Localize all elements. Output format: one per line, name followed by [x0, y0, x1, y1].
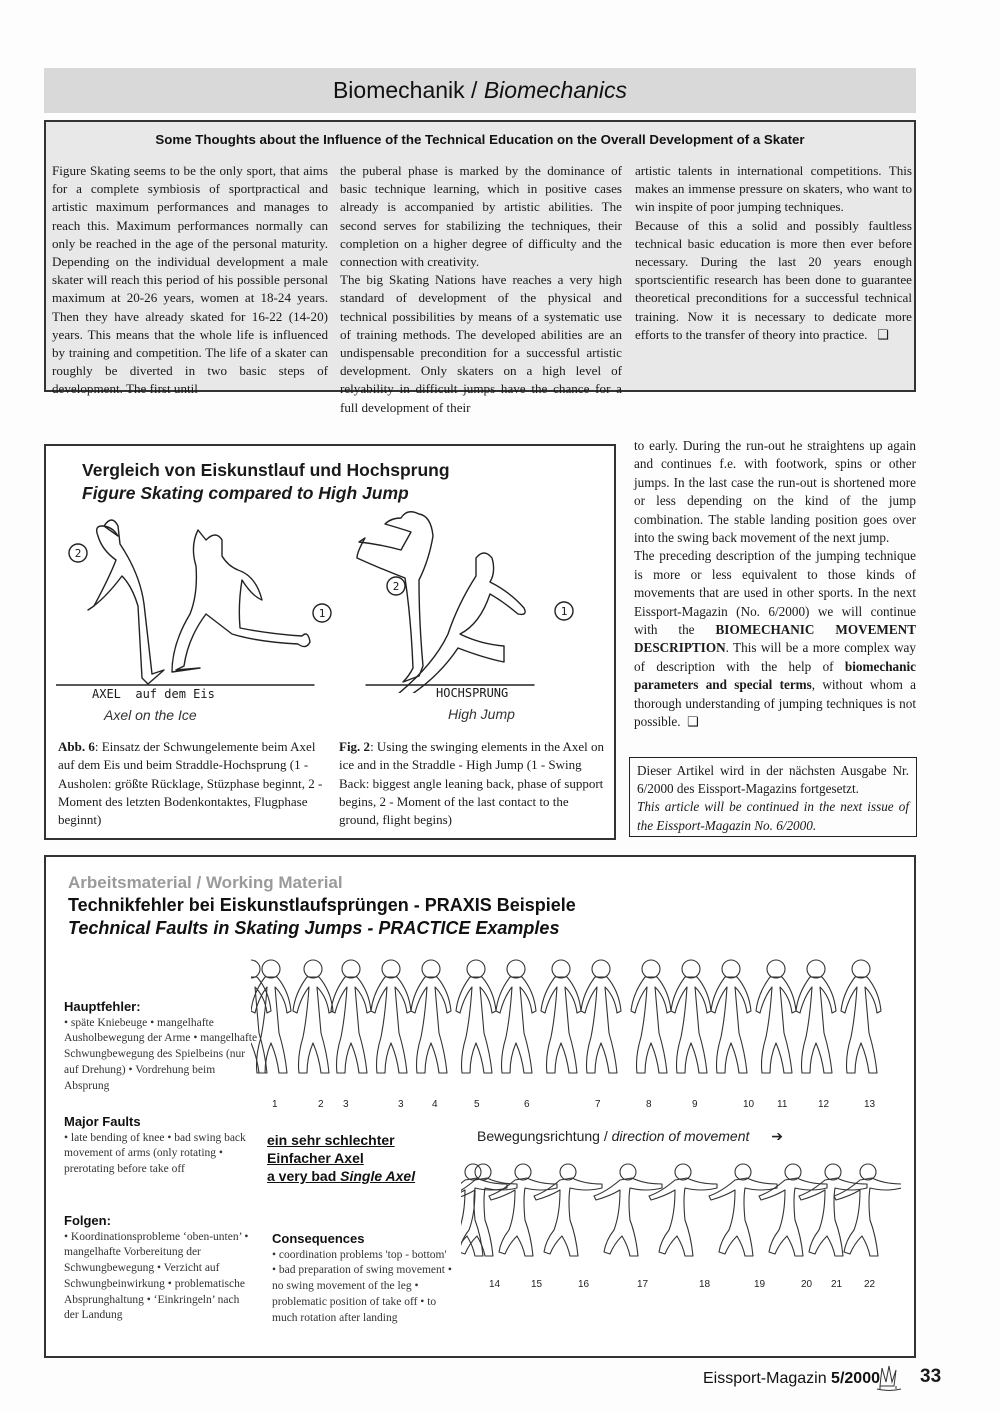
- article-column-2: [340, 162, 622, 417]
- frame-number: 12: [818, 1099, 830, 1110]
- working-material-title-en: Technical Faults in Skating Jumps - PRACTICE Examples: [68, 918, 560, 938]
- consequences-text: • coordination problems 'top - bottom' • bad preparation of swing movement • no swing movement of the leg • problematic position of take off • to much rotation after landing: [272, 1248, 452, 1324]
- caption-label: Abb. 6: [58, 739, 95, 754]
- note-de: Dieser Artikel wird in der nächsten Ausgabe Nr. 6/2000 des Eissport-Magazins fortgesetzt.: [637, 763, 909, 797]
- article-paragraph: artistic talents in international competitions. This makes an immense pressure on skaters, who want to win inspite of poor jumping techniques.: [635, 163, 912, 215]
- frame-number: 17: [637, 1279, 649, 1290]
- bad-single-axel-label: [267, 1131, 415, 1185]
- frame-number: 18: [699, 1279, 711, 1290]
- article-paragraph: Figure Skating seems to be the only sport, that aims for a complete symbiosis of sportpractical and artistic maximum performances and manages to reach this. Maximum performances normally can only be reached in the age of the personal maturity. Depending on the individual development a male skater will reach this period of his possible personal maximum at 20-26 years, women at 18-24 years. Then they have already skated for 16-22 (14-20) years. This means that the whole life is influenced by training and competition. The life of a skater can roughly be diverted in two basic steps of development. The first until: [52, 163, 328, 397]
- article-column-3: [635, 162, 912, 344]
- direction-text-de: Bewegungsrichtung /: [477, 1128, 612, 1144]
- article-paragraph: [635, 217, 912, 344]
- figure-caption-en: [339, 738, 609, 829]
- frame-number: 8: [646, 1099, 652, 1110]
- frame-number: 2: [318, 1099, 324, 1110]
- right-column-text: [634, 437, 916, 732]
- major-faults-text: • late bending of knee • bad swing back movement of arms (only rotating • prerotating before take off: [64, 1131, 246, 1176]
- axel-sequence-top-illustration: [251, 957, 911, 1092]
- caption-label: Fig. 2: [339, 739, 371, 754]
- frame-number: 14: [489, 1279, 501, 1290]
- caption-text: : Einsatz der Schwungelemente beim Axel auf dem Eis und beim Straddle-Hochsprung (1 - Ausholen: größte Rücklage, Stüzphase beginnt, 2 - Moment des letzten Bodenkontaktes, Flugphase beginnt): [58, 739, 323, 828]
- frame-number: 16: [578, 1279, 590, 1290]
- frame-number: 1: [272, 1099, 278, 1110]
- working-material-box: [44, 855, 916, 1358]
- frame-number: 20: [801, 1279, 813, 1290]
- consequences-heading: Consequences: [272, 1231, 365, 1246]
- major-faults-block: [64, 1114, 254, 1178]
- working-material-title-de: Technikfehler bei Eiskunstlaufsprüngen - PRAXIS Beispiele: [68, 895, 576, 915]
- frame-number: 3: [398, 1099, 404, 1110]
- frame-number: 11: [777, 1099, 788, 1110]
- section-title-en: Biomechanics: [483, 77, 628, 103]
- skating-vs-highjump-illustration: [56, 508, 606, 693]
- caption-text: : Using the swinging elements in the Axel on ice and in the Straddle - High Jump (1 - Swing Back: biggest angle leaning back, phase of support begins, 2 - Moment of the last contact to the ground, flight begins): [339, 739, 605, 828]
- emphasis-text: biomechanic parameters and special terms: [634, 658, 916, 693]
- frame-number: 13: [864, 1099, 876, 1110]
- consequences-block: [272, 1231, 452, 1326]
- arrow-right-icon: ➔: [771, 1128, 783, 1144]
- highjump-label-en: High Jump: [448, 706, 515, 722]
- magazine-logo-icon: [874, 1364, 904, 1392]
- frame-number: 3: [343, 1099, 349, 1110]
- issue-number: 5/2000: [831, 1370, 880, 1387]
- page-footer: [703, 1370, 880, 1388]
- hauptfehler-text: • späte Kniebeuge • mangelhafte Ausholbewegung der Arme • mangelhafte Schwungbewegung des Spielbeins (nur auf Drehung) • Vordrehung beim Absprung: [64, 1016, 258, 1092]
- continuation-note: [629, 757, 917, 837]
- major-faults-heading: Major Faults: [64, 1114, 141, 1129]
- frame-number: 4: [432, 1099, 438, 1110]
- end-mark-icon: ❑: [877, 326, 890, 342]
- marker-label: 1: [560, 605, 568, 618]
- page-number: 33: [920, 1366, 942, 1387]
- frame-number: 19: [754, 1279, 766, 1290]
- article-box: [44, 120, 916, 415]
- axel-label-line: Einfacher Axel: [267, 1150, 364, 1166]
- article-paragraph: The big Skating Nations have reaches a very high standard of development of the physical and technical possibilities by means of a systematic use of training methods. The developed abilities are an undispensable precondition for a successful artistic development. Only skaters on a high level of relyability in difficult jumps have the chance for a full development of their: [340, 272, 622, 415]
- end-mark-icon: ❑: [687, 714, 699, 730]
- frame-number: 21: [831, 1279, 843, 1290]
- paragraph-text: The preceding description of the jumping technique is more or less equivalent to those kinds of movements that are used in other sports. In the next Eissport-Magazin (No. 6/2000) we will continue with the: [634, 548, 916, 638]
- frame-number: 5: [474, 1099, 480, 1110]
- frame-number: 6: [524, 1099, 530, 1110]
- axel-label-text: Single Axel: [340, 1168, 416, 1184]
- highjump-label-de: HOCHSPRUNG: [436, 686, 509, 700]
- direction-text-en: direction of movement: [611, 1128, 750, 1144]
- figure-box: [44, 444, 616, 840]
- marker-label: 2: [392, 580, 400, 593]
- folgen-heading: Folgen:: [64, 1213, 111, 1228]
- paragraph-text: . This will be a more complex way of description with the help of: [634, 640, 916, 674]
- axel-label-en: Axel on the Ice: [104, 707, 197, 723]
- article-paragraph: the puberal phase is marked by the dominance of basic technique learning, which in positive cases already is accompanied by artistic abilities. The second serves for stabilizing the techniques, their completion on a higher degree of difficulty and the connection with creativity.: [340, 163, 622, 270]
- hauptfehler-block: [64, 999, 260, 1094]
- magazine-name: Eissport-Magazin: [703, 1370, 832, 1387]
- direction-of-movement-label: [477, 1128, 783, 1145]
- axel-label-line: [267, 1167, 415, 1185]
- section-header: [44, 68, 916, 113]
- article-paragraph: to early. During the run-out he straightens up again and continues f.e. with footwork, spins or other jumps. In the last case the run-out is shortened more or less depending on the kind of the jump combination. The stable landing position goes over into the swing back movement of the next jump.: [634, 438, 916, 546]
- folgen-text: • Koordinationsprobleme ‘oben-unten’ • mangelhafte Vorbereitung der Schwungbewegung • Verzicht auf Schwungbeinwirkung • problematische Absprunghaltung • ‘Einkringeln’ nach der Landung: [64, 1230, 249, 1322]
- emphasis-text: BIOMECHANIC MOVEMENT DESCRIPTION: [634, 622, 916, 656]
- marker-label: 2: [74, 547, 82, 560]
- figure-title-en: Figure Skating compared to High Jump: [82, 483, 409, 503]
- frame-number: 22: [864, 1279, 876, 1290]
- frame-number: 9: [692, 1099, 698, 1110]
- figure-title-de: Vergleich von Eiskunstlauf und Hochsprung: [82, 460, 450, 480]
- article-paragraph: [634, 547, 916, 731]
- axel-label-line: ein sehr schlechter: [267, 1132, 395, 1148]
- figure-caption-de: [58, 738, 330, 829]
- axel-sequence-bottom-illustration: [461, 1162, 901, 1267]
- folgen-block: [64, 1213, 250, 1324]
- axel-label-text: a very bad: [267, 1168, 341, 1184]
- hauptfehler-heading: Hauptfehler:: [64, 999, 141, 1014]
- axel-label-de: AXEL auf dem Eis: [92, 687, 215, 701]
- frame-number: 7: [595, 1099, 601, 1110]
- article-title: Some Thoughts about the Influence of the Technical Education on the Overall Development of a Skater: [155, 132, 805, 147]
- note-en: This article will be continued in the next issue of the Eissport-Magazin No. 6/2000.: [637, 799, 909, 833]
- paragraph-text: , without whom a thorough understanding of jumping techniques is not possible.: [634, 677, 916, 730]
- marker-label: 1: [318, 607, 326, 620]
- section-title-de: Biomechanik /: [332, 77, 484, 103]
- article-column-1: [52, 162, 328, 399]
- frame-number: 15: [531, 1279, 543, 1290]
- working-material-kicker: Arbeitsmaterial / Working Material: [68, 873, 343, 892]
- frame-number: 10: [743, 1099, 755, 1110]
- paragraph-text: Because of this a solid and possibly faultless technical basic education is more then ever before necessary. During the last 20 years enough sportscientific research has been done to guarantee theoretical preconditions for a successful technical training. Now it is necessary to dedicate more efforts to the transfer of theory into practice.: [635, 217, 912, 342]
